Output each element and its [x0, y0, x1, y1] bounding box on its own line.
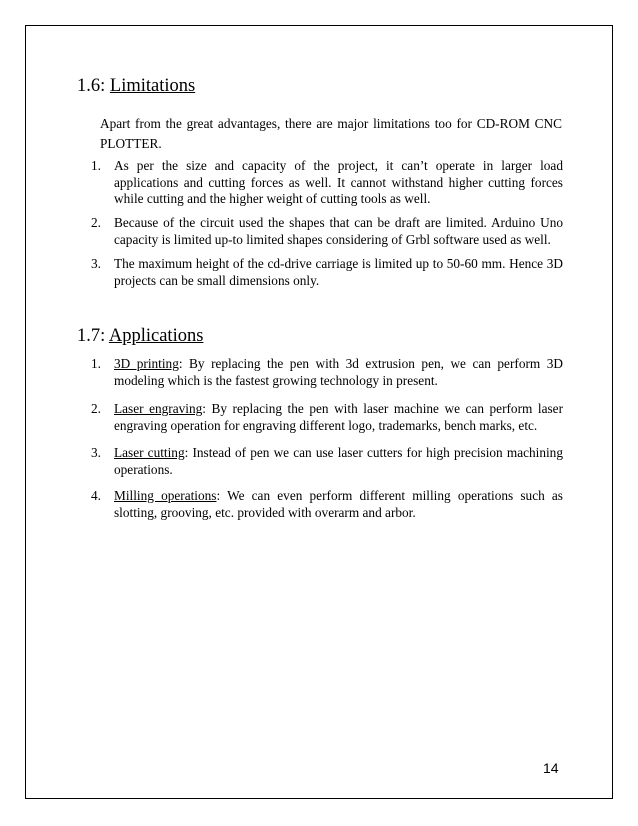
list-item-text: Because of the circuit used the shapes that can be draft are limited. Arduino Uno capacity is limited up-to limited shapes considering of Grbl software used as well. — [114, 215, 563, 247]
section-number: 1.7: — [77, 326, 106, 346]
list-item-number: 3. — [91, 256, 101, 271]
list-item-description: : By replacing the pen with 3d extrusion pen, we can perform 3D modeling which is the fastest growing technology in present. — [114, 356, 563, 388]
page-number: 14 — [543, 760, 559, 776]
list-item-description: : We can even perform different milling operations such as slotting, grooving, etc. provided with overarm and arbor. — [114, 488, 563, 520]
section-number: 1.6: — [77, 76, 106, 96]
list-item-text — [114, 488, 563, 521]
list-item-term: 3D printing — [114, 356, 179, 371]
list-item-number: 4. — [91, 488, 101, 503]
list-item-text — [114, 356, 563, 389]
list-item-description: : By replacing the pen with laser machine we can perform laser engraving operation for engraving different logo, trademarks, bench marks, etc. — [114, 401, 563, 433]
heading-limitations — [77, 75, 195, 97]
list-item-number: 3. — [91, 445, 101, 460]
list-item-number: 2. — [91, 215, 101, 230]
heading-applications — [77, 325, 203, 347]
list-item-term: Laser cutting — [114, 445, 185, 460]
list-item-number: 1. — [91, 158, 101, 173]
list-item-term: Milling operations — [114, 488, 217, 503]
list-item-text — [114, 401, 563, 434]
list-item-text: As per the size and capacity of the project, it can’t operate in larger load applications and cutting forces as well. It cannot withstand higher cutting forces while cutting and the higher weight of cutting tools as well. — [114, 158, 563, 207]
list-item-text: The maximum height of the cd-drive carriage is limited up to 50-60 mm. Hence 3D projects can be small dimensions only. — [114, 256, 563, 288]
list-item-number: 2. — [91, 401, 101, 416]
list-item-text — [114, 445, 563, 478]
list-item-description: : Instead of pen we can use laser cutters for high precision machining operations. — [114, 445, 563, 477]
section-title: Limitations — [109, 76, 196, 96]
section-title: Applications — [108, 326, 204, 346]
list-item-number: 1. — [91, 356, 101, 371]
list-item-term: Laser engraving — [114, 401, 203, 416]
limitations-intro: Apart from the great advantages, there are major limitations too for CD-ROM CNC PLOTTER. — [100, 116, 562, 151]
